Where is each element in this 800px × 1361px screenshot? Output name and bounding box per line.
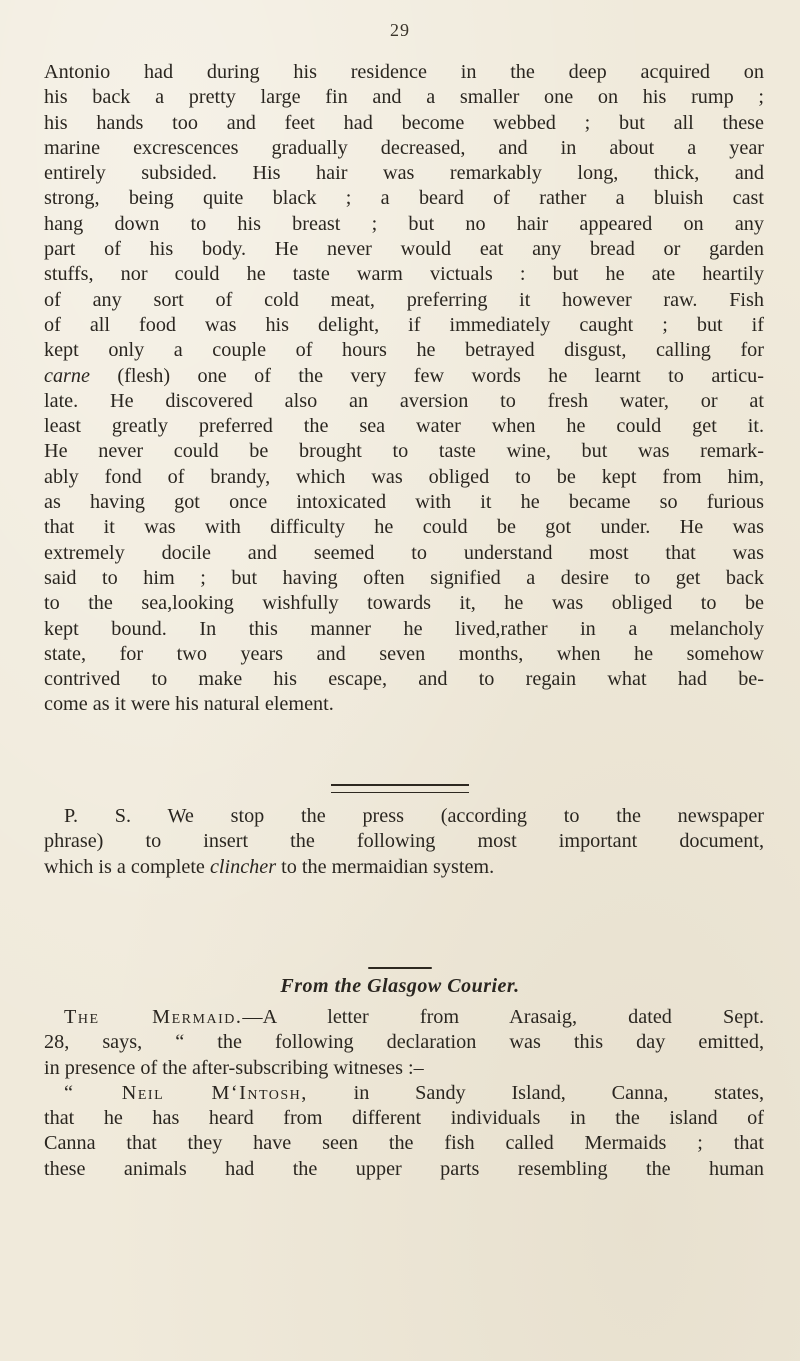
- section-heading: From the Glasgow Courier.: [280, 975, 520, 997]
- text-line: strong, being quite black ; a beard of rather a bluish cast: [44, 187, 764, 210]
- text-line: kept bound. In this manner he lived,rather in a melancholy: [44, 617, 764, 640]
- text-line-rest: to the mermaidian system.: [281, 855, 495, 878]
- text-line: [44, 364, 764, 389]
- text-line: [44, 1081, 764, 1106]
- text-line: extremely docile and seemed to understand most that was: [44, 541, 764, 564]
- text-line: 28, says, “ the following declaration was this day emitted,: [44, 1031, 764, 1054]
- text-line: state, for two years and seven months, when he somehow: [44, 642, 764, 665]
- text-line: of any sort of cold meat, preferring it however raw. Fish: [44, 288, 764, 311]
- text-line-rest: —A letter from Arasaig, dated Sept.: [242, 1006, 764, 1028]
- text-line: hang down to his breast ; but no hair appeared on any: [44, 212, 764, 235]
- text-line: [44, 855, 764, 880]
- text-line-rest: in Sandy Island, Canna, states,: [353, 1081, 764, 1104]
- text-line: ably fond of brandy, which was obliged to be kept from him,: [44, 465, 764, 488]
- page-number: 29: [390, 20, 410, 40]
- text-line: as having got once intoxicated with it he became so furious: [44, 491, 764, 514]
- text-line: to the sea,looking wishfully towards it, he was obliged to be: [44, 592, 764, 615]
- text-line: He never could be brought to taste wine, but was remark-: [44, 440, 764, 463]
- text-line: that he has heard from different individuals in the island of: [44, 1107, 764, 1130]
- text-line: of all food was his delight, if immediately caught ; but if: [44, 313, 764, 336]
- text-line: least greatly preferred the sea water when he could get it.: [44, 415, 764, 438]
- double-rule-divider: [331, 784, 469, 793]
- ornament-divider: [368, 967, 432, 969]
- text-line: these animals had the upper parts resembling the human: [44, 1157, 764, 1180]
- carne-word: carne: [44, 364, 90, 387]
- text-line: phrase) to insert the following most important document,: [44, 830, 764, 853]
- text-line: kept only a couple of hours he betrayed disgust, calling for: [44, 339, 764, 362]
- paragraph-mermaid: [44, 1005, 764, 1182]
- text-line: marine excrescences gradually decreased, and in about a year: [44, 136, 764, 159]
- text-line: come as it were his natural element.: [44, 693, 334, 716]
- text-line: part of his body. He never would eat any bread or garden: [44, 238, 764, 261]
- text-line: that it was with difficulty he could be got under. He was: [44, 516, 764, 539]
- text-line: entirely subsided. His hair was remarkably long, thick, and: [44, 162, 764, 185]
- text-line-rest: (flesh) one of the very few words he learnt to articu-: [117, 364, 764, 387]
- text-line: stuffs, nor could he taste warm victuals : but he ate heartily: [44, 263, 764, 286]
- text-line: late. He discovered also an aversion to fresh water, or at: [44, 389, 764, 412]
- text-line: Canna that they have seen the fish called Mermaids ; that: [44, 1132, 764, 1155]
- mermaid-caps: The Mermaid.: [64, 1006, 243, 1028]
- text-line: his hands too and feet had become webbed ; but all these: [44, 111, 764, 134]
- text-line: contrived to make his escape, and to regain what had be-: [44, 668, 764, 691]
- text-line-start: which is a complete: [44, 855, 205, 878]
- paragraph-antonio: [44, 60, 764, 718]
- paragraph-postscript: [44, 804, 764, 880]
- text-line: P. S. We stop the press (according to the newspaper: [64, 805, 764, 827]
- text-line: [44, 1005, 764, 1030]
- text-line: his back a pretty large fin and a smaller one on his rump ;: [44, 86, 764, 109]
- neil-caps: “ Neil M‘Intosh,: [64, 1081, 308, 1104]
- text-line: Antonio had during his residence in the deep acquired on: [44, 61, 764, 83]
- text-line: in presence of the after-subscribing witneses :–: [44, 1056, 424, 1079]
- clincher-word: clincher: [209, 855, 277, 878]
- text-line: said to him ; but having often signified a desire to get back: [44, 566, 764, 589]
